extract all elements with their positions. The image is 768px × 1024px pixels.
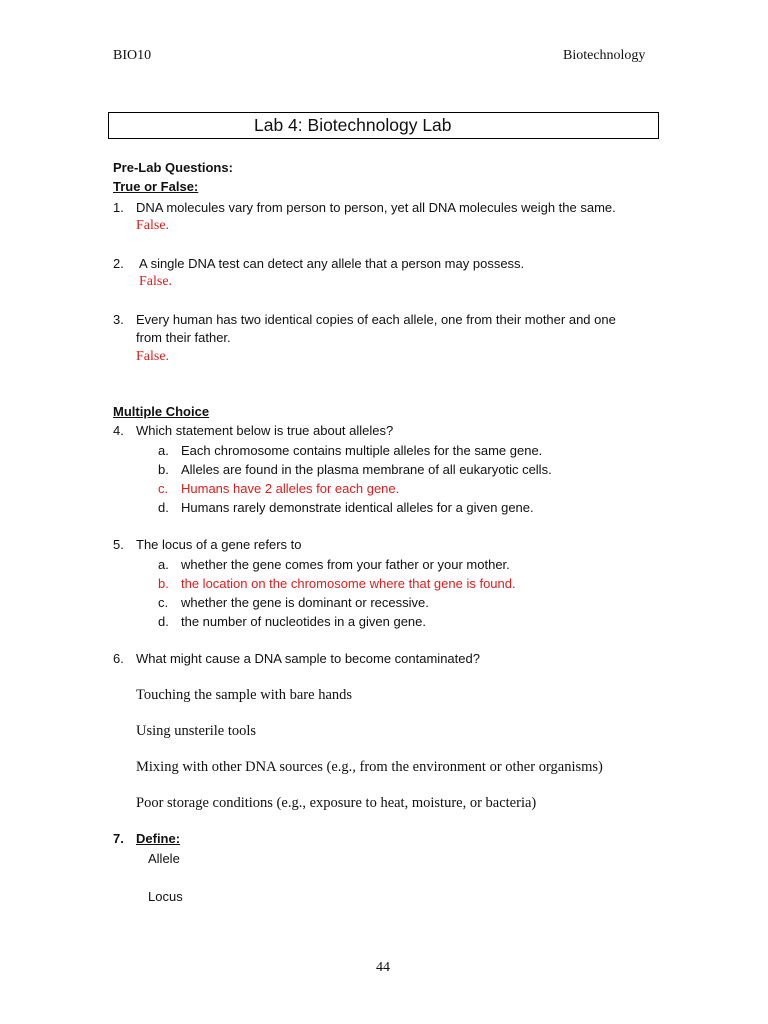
q5-option-b-text: the location on the chromosome where that gene is found. bbox=[181, 576, 516, 591]
q4-option-c-text: Humans have 2 alleles for each gene. bbox=[181, 481, 400, 496]
header-course: BIO10 bbox=[113, 48, 152, 63]
q4-option-c-letter: c. bbox=[158, 481, 169, 496]
q5-number: 5. bbox=[113, 537, 124, 552]
q6-answer-3: Mixing with other DNA sources (e.g., from the environment or other organisms) bbox=[136, 759, 603, 775]
q5-option-b-letter: b. bbox=[158, 576, 169, 591]
q4-option-b-letter: b. bbox=[158, 462, 169, 477]
q2-text: A single DNA test can detect any allele that a person may possess. bbox=[139, 256, 525, 271]
q5-option-a-letter: a. bbox=[158, 557, 169, 572]
q6-text: What might cause a DNA sample to become contaminated? bbox=[136, 651, 480, 666]
q7-number: 7. bbox=[113, 831, 124, 846]
q4-option-a-text: Each chromosome contains multiple alleles for the same gene. bbox=[181, 443, 543, 458]
tf-heading: True or False: bbox=[113, 179, 199, 194]
q6-number: 6. bbox=[113, 651, 124, 666]
q5-option-a-text: whether the gene comes from your father or your mother. bbox=[181, 557, 510, 572]
q2-answer: False. bbox=[139, 274, 173, 289]
q5-text: The locus of a gene refers to bbox=[136, 537, 302, 552]
q6-answer-2: Using unsterile tools bbox=[136, 723, 257, 739]
q5-option-d-text: the number of nucleotides in a given gene. bbox=[181, 614, 427, 629]
q4-text: Which statement below is true about alleles? bbox=[136, 423, 394, 438]
q3-text-line2: from their father. bbox=[136, 330, 231, 345]
q3-answer: False. bbox=[136, 349, 170, 364]
q7-term-allele: Allele bbox=[148, 851, 180, 866]
q2-number: 2. bbox=[113, 256, 124, 271]
q4-option-b-text: Alleles are found in the plasma membrane of all eukaryotic cells. bbox=[181, 462, 552, 477]
q7-term-locus: Locus bbox=[148, 889, 183, 904]
q4-option-a-letter: a. bbox=[158, 443, 169, 458]
q4-option-d-text: Humans rarely demonstrate identical alleles for a given gene. bbox=[181, 500, 534, 515]
q1-text: DNA molecules vary from person to person, yet all DNA molecules weigh the same. bbox=[136, 200, 616, 215]
q4-number: 4. bbox=[113, 423, 124, 438]
q4-option-d-letter: d. bbox=[158, 500, 169, 515]
mc-heading: Multiple Choice bbox=[113, 404, 210, 419]
page-number: 44 bbox=[376, 960, 390, 975]
q6-answer-1: Touching the sample with bare hands bbox=[136, 687, 353, 703]
q5-option-d-letter: d. bbox=[158, 614, 169, 629]
q1-answer: False. bbox=[136, 218, 170, 233]
q5-option-c-letter: c. bbox=[158, 595, 169, 610]
q7-heading: Define: bbox=[136, 831, 181, 846]
q1-number: 1. bbox=[113, 200, 124, 215]
page-title: Lab 4: Biotechnology Lab bbox=[254, 115, 452, 135]
q6-answer-4: Poor storage conditions (e.g., exposure to heat, moisture, or bacteria) bbox=[136, 795, 537, 811]
q3-number: 3. bbox=[113, 312, 124, 327]
header-subject: Biotechnology bbox=[563, 48, 646, 63]
prelab-heading: Pre-Lab Questions: bbox=[113, 160, 233, 175]
q5-option-c-text: whether the gene is dominant or recessive. bbox=[181, 595, 429, 610]
q3-text-line1: Every human has two identical copies of each allele, one from their mother and one bbox=[136, 312, 616, 327]
